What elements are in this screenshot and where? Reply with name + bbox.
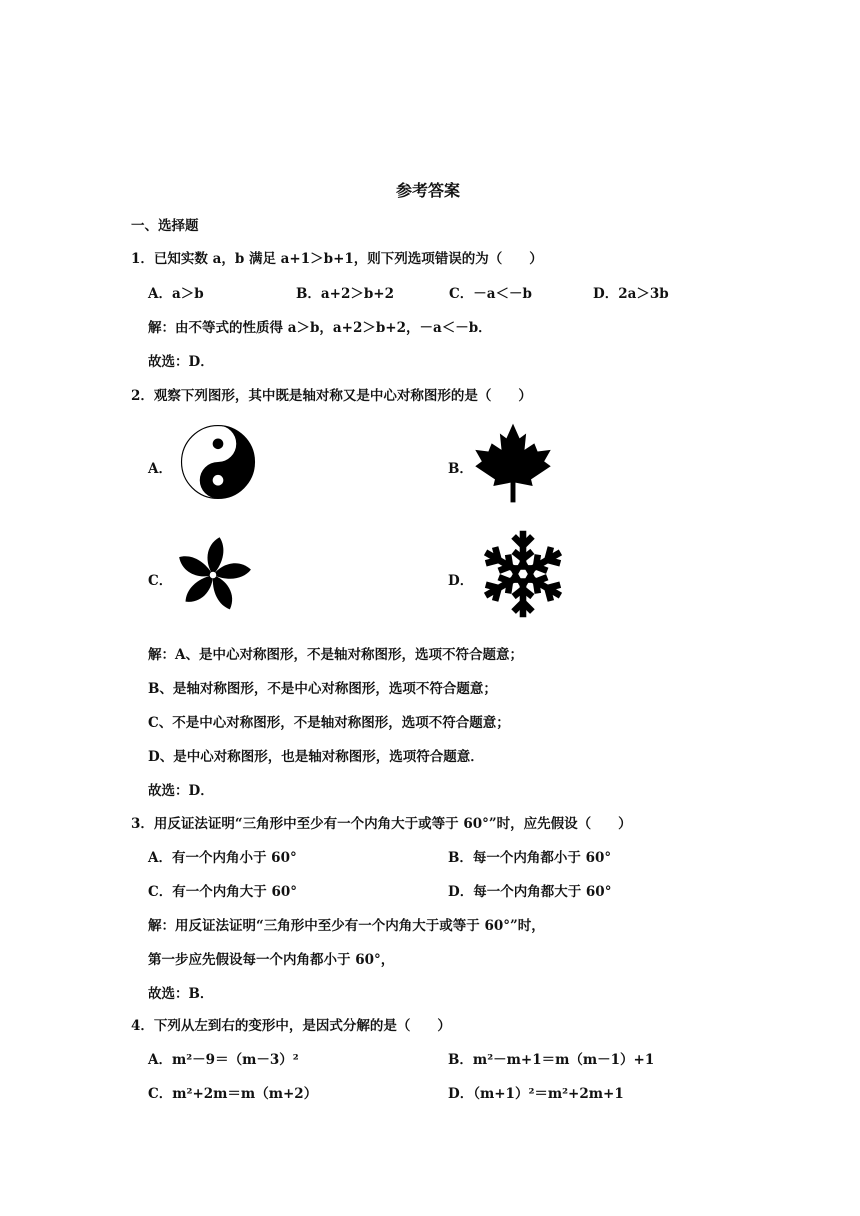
q2-option-c-label: C． bbox=[148, 573, 173, 589]
q1-option-c: C．－a＜－b bbox=[449, 286, 532, 302]
q2-solution-line-2: B、是轴对称图形，不是中心对称图形，选项不符合题意； bbox=[148, 681, 497, 697]
bauhinia-flower-icon bbox=[172, 534, 254, 616]
q2-stem: 2．观察下列图形，其中既是轴对称又是中心对称图形的是（ ） bbox=[131, 388, 532, 404]
q3-solution-line-1: 解：用反证法证明“三角形中至少有一个内角大于或等于 60°”时， bbox=[148, 918, 545, 934]
q1-answer: 故选：D． bbox=[148, 354, 214, 370]
q4-option-a: A．m²－9＝（m－3）² bbox=[148, 1052, 299, 1068]
q4-option-b: B．m²－m+1＝m（m－1）+1 bbox=[448, 1052, 655, 1068]
section-heading: 一、选择题 bbox=[131, 218, 199, 234]
q2-option-d-label: D． bbox=[448, 573, 474, 589]
q3-option-d: D．每一个内角都大于 60° bbox=[448, 884, 612, 900]
q2-option-b-label: B． bbox=[448, 461, 473, 477]
q1-option-b: B．a+2＞b+2 bbox=[296, 286, 395, 302]
snowflake-icon bbox=[474, 527, 572, 621]
q2-option-a-label: A． bbox=[148, 461, 172, 477]
q1-stem: 1．已知实数 a，b 满足 a+1＞b+1，则下列选项错误的为（ ） bbox=[131, 251, 543, 267]
maple-leaf-icon bbox=[472, 418, 554, 508]
q4-option-d: D．（m+1）²＝m²+2m+1 bbox=[448, 1086, 624, 1102]
q1-solution: 解：由不等式的性质得 a＞b，a+2＞b+2，－a＜－b． bbox=[148, 320, 492, 336]
q4-option-c: C．m²+2m＝m（m+2） bbox=[148, 1086, 318, 1102]
q2-solution-line-1: 解：A、是中心对称图形，不是轴对称图形，选项不符合题意； bbox=[148, 647, 523, 663]
q3-stem: 3．用反证法证明“三角形中至少有一个内角大于或等于 60°”时，应先假设（ ） bbox=[131, 816, 632, 832]
q2-answer: 故选：D． bbox=[148, 783, 214, 799]
page-title: 参考答案 bbox=[396, 181, 461, 200]
yin-yang-icon bbox=[180, 424, 256, 500]
q2-solution-line-4: D、是中心对称图形，也是轴对称图形，选项符合题意． bbox=[148, 749, 484, 765]
q3-answer: 故选：B． bbox=[148, 986, 214, 1002]
q2-solution-line-3: C、不是中心对称图形，不是轴对称图形，选项不符合题意； bbox=[148, 715, 510, 731]
q1-option-d: D．2a＞3b bbox=[593, 286, 669, 302]
q3-option-b: B．每一个内角都小于 60° bbox=[448, 850, 612, 866]
q3-option-c: C．有一个内角大于 60° bbox=[148, 884, 297, 900]
q3-option-a: A．有一个内角小于 60° bbox=[148, 850, 297, 866]
q3-solution-line-2: 第一步应先假设每一个内角都小于 60°， bbox=[148, 952, 395, 968]
q1-option-a: A．a＞b bbox=[148, 286, 204, 302]
q4-stem: 4．下列从左到右的变形中，是因式分解的是（ ） bbox=[131, 1018, 451, 1034]
